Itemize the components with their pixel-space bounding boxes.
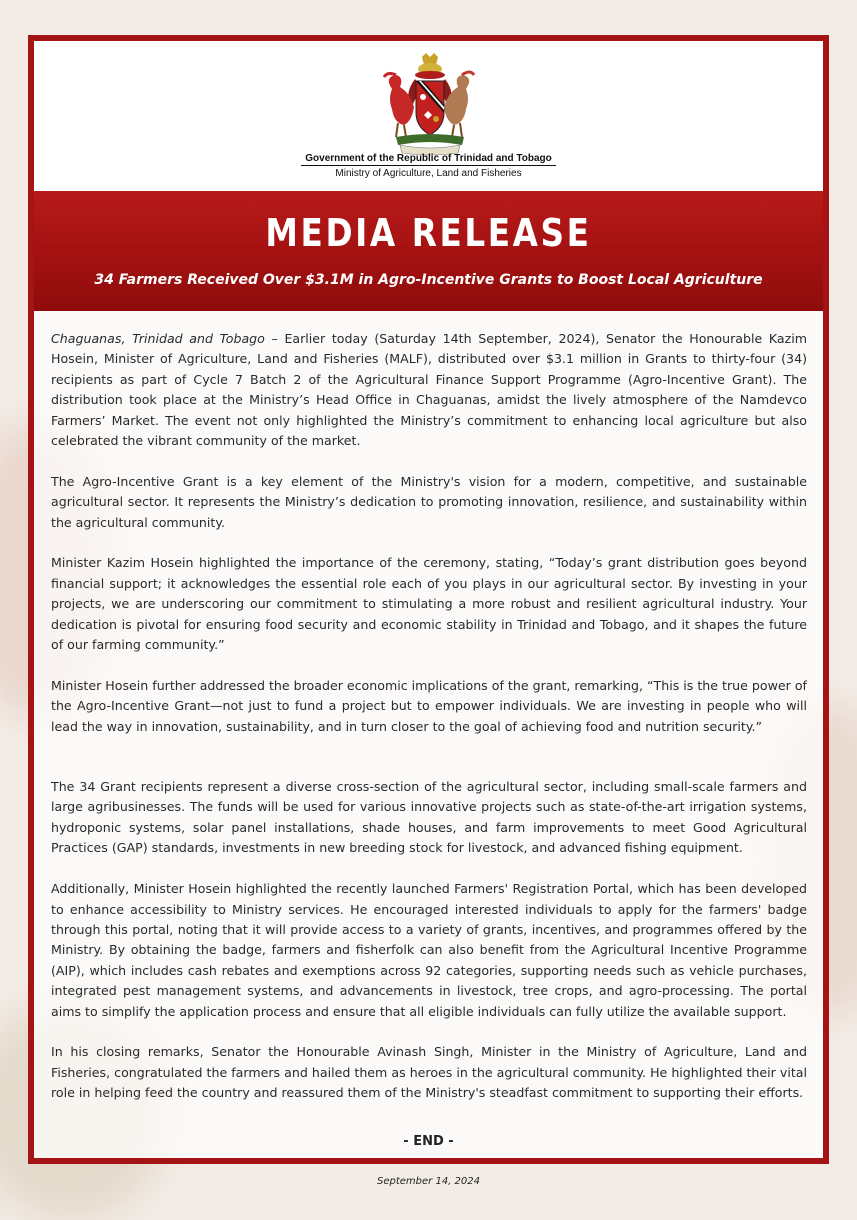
ministry-name: Ministry of Agriculture, Land and Fisheries: [335, 168, 522, 179]
paragraph: The 34 Grant recipients represent a diverse cross-section of the agricultural sector, including small-scale farmers and large agribusinesses. The funds will be used for various innovative projects such as state-of-the-art irrigation systems, hydroponic systems, solar panel installations, shade houses, and farm improvements to meet Good Agricultural Practices (GAP) standards, investments in new breeding stock for livestock, and advanced fishing equipment.: [51, 779, 807, 856]
end-marker: - END -: [403, 1134, 454, 1149]
paragraph: Minister Kazim Hosein highlighted the importance of the ceremony, stating, “Today’s grant distribution goes beyond financial support; it acknowledges the essential role each of you plays in our agricultural sector. By investing in your projects, we are underscoring our commitment to stimulating a more robust and resilient agricultural industry. Your dedication is pivotal for ensuring food security and economic stability in Trinidad and Tobago, and it shapes the future of our farming community.”: [51, 555, 807, 653]
banner-headline: 34 Farmers Received Over $3.1M in Agro-Incentive Grants to Boost Local Agriculture: [94, 272, 763, 288]
dateline: Chaguanas, Trinidad and Tobago: [51, 331, 265, 346]
paragraph: Minister Hosein further addressed the broader economic implications of the grant, remarking, “This is the true power of the Agro-Incentive Grant—not just to fund a project but to empower individuals. We are investing in people who will lead the way in innovation, sustainability, and in turn closer to the goal of achieving food and nutrition security.”: [51, 677, 807, 734]
release-body: [51, 329, 807, 1104]
paragraph-intro-text: – Earlier today (Saturday 14th September, 2024), Senator the Honourable Kazim Hosein, Minister of Agriculture, Land and Fisheries (MALF), distributed over $3.1 million in Grants to thirty-four (34) recipients as part of Cycle 7 Batch 2 of the Agricultural Finance Support Programme (Agro-Incentive Grant). The distribution took place at the Ministry’s Head Office in Chaguanas, amidst the lively atmosphere of the Namdevco Farmers’ Market. The event not only highlighted the Ministry’s commitment to enhancing local agriculture but also celebrated the vibrant community of the market.: [51, 331, 807, 449]
paragraph-intro: [51, 329, 807, 451]
letterhead: [34, 41, 823, 191]
paragraph: In his closing remarks, Senator the Honourable Avinash Singh, Minister in the Ministry of Agriculture, Land and Fisheries, congratulated the farmers and hailed them as heroes in the agricultural community. He highlighted their vital role in helping feed the country and reassured them of the Ministry's steadfast commitment to supporting their efforts.: [51, 1044, 807, 1101]
paragraph: Additionally, Minister Hosein highlighted the recently launched Farmers' Registration Portal, which has been developed to enhance accessibility to Ministry services. He encouraged interested individuals to apply for the farmers' badge through this portal, noting that it will provide access to a variety of grants, incentives, and programmes offered by the Ministry. By obtaining the badge, farmers and fisherfolk can also benefit from the Agricultural Incentive Programme (AIP), which includes cash rebates and exemptions across 92 categories, supporting needs such as vehicle purchases, integrated pest management systems, and advancements in livestock, tree crops, and agro-processing. The portal aims to simplify the application process and ensure that all eligible individuals can fully utilize the available support.: [51, 881, 807, 1019]
coat-of-arms-icon: [374, 53, 484, 158]
media-release-banner: [34, 191, 823, 311]
footer-date: September 14, 2024: [377, 1176, 480, 1187]
paragraph: The Agro-Incentive Grant is a key element of the Ministry's vision for a modern, competitive, and sustainable agricultural sector. It represents the Ministry’s dedication to promoting innovation, resilience, and sustainability within the agricultural community.: [51, 473, 807, 530]
government-name: [34, 153, 823, 164]
release-frame: [28, 35, 829, 1164]
banner-title: MEDIA RELEASE: [265, 211, 592, 255]
government-name-text: Government of the Republic of Trinidad and Tobago: [301, 153, 555, 166]
